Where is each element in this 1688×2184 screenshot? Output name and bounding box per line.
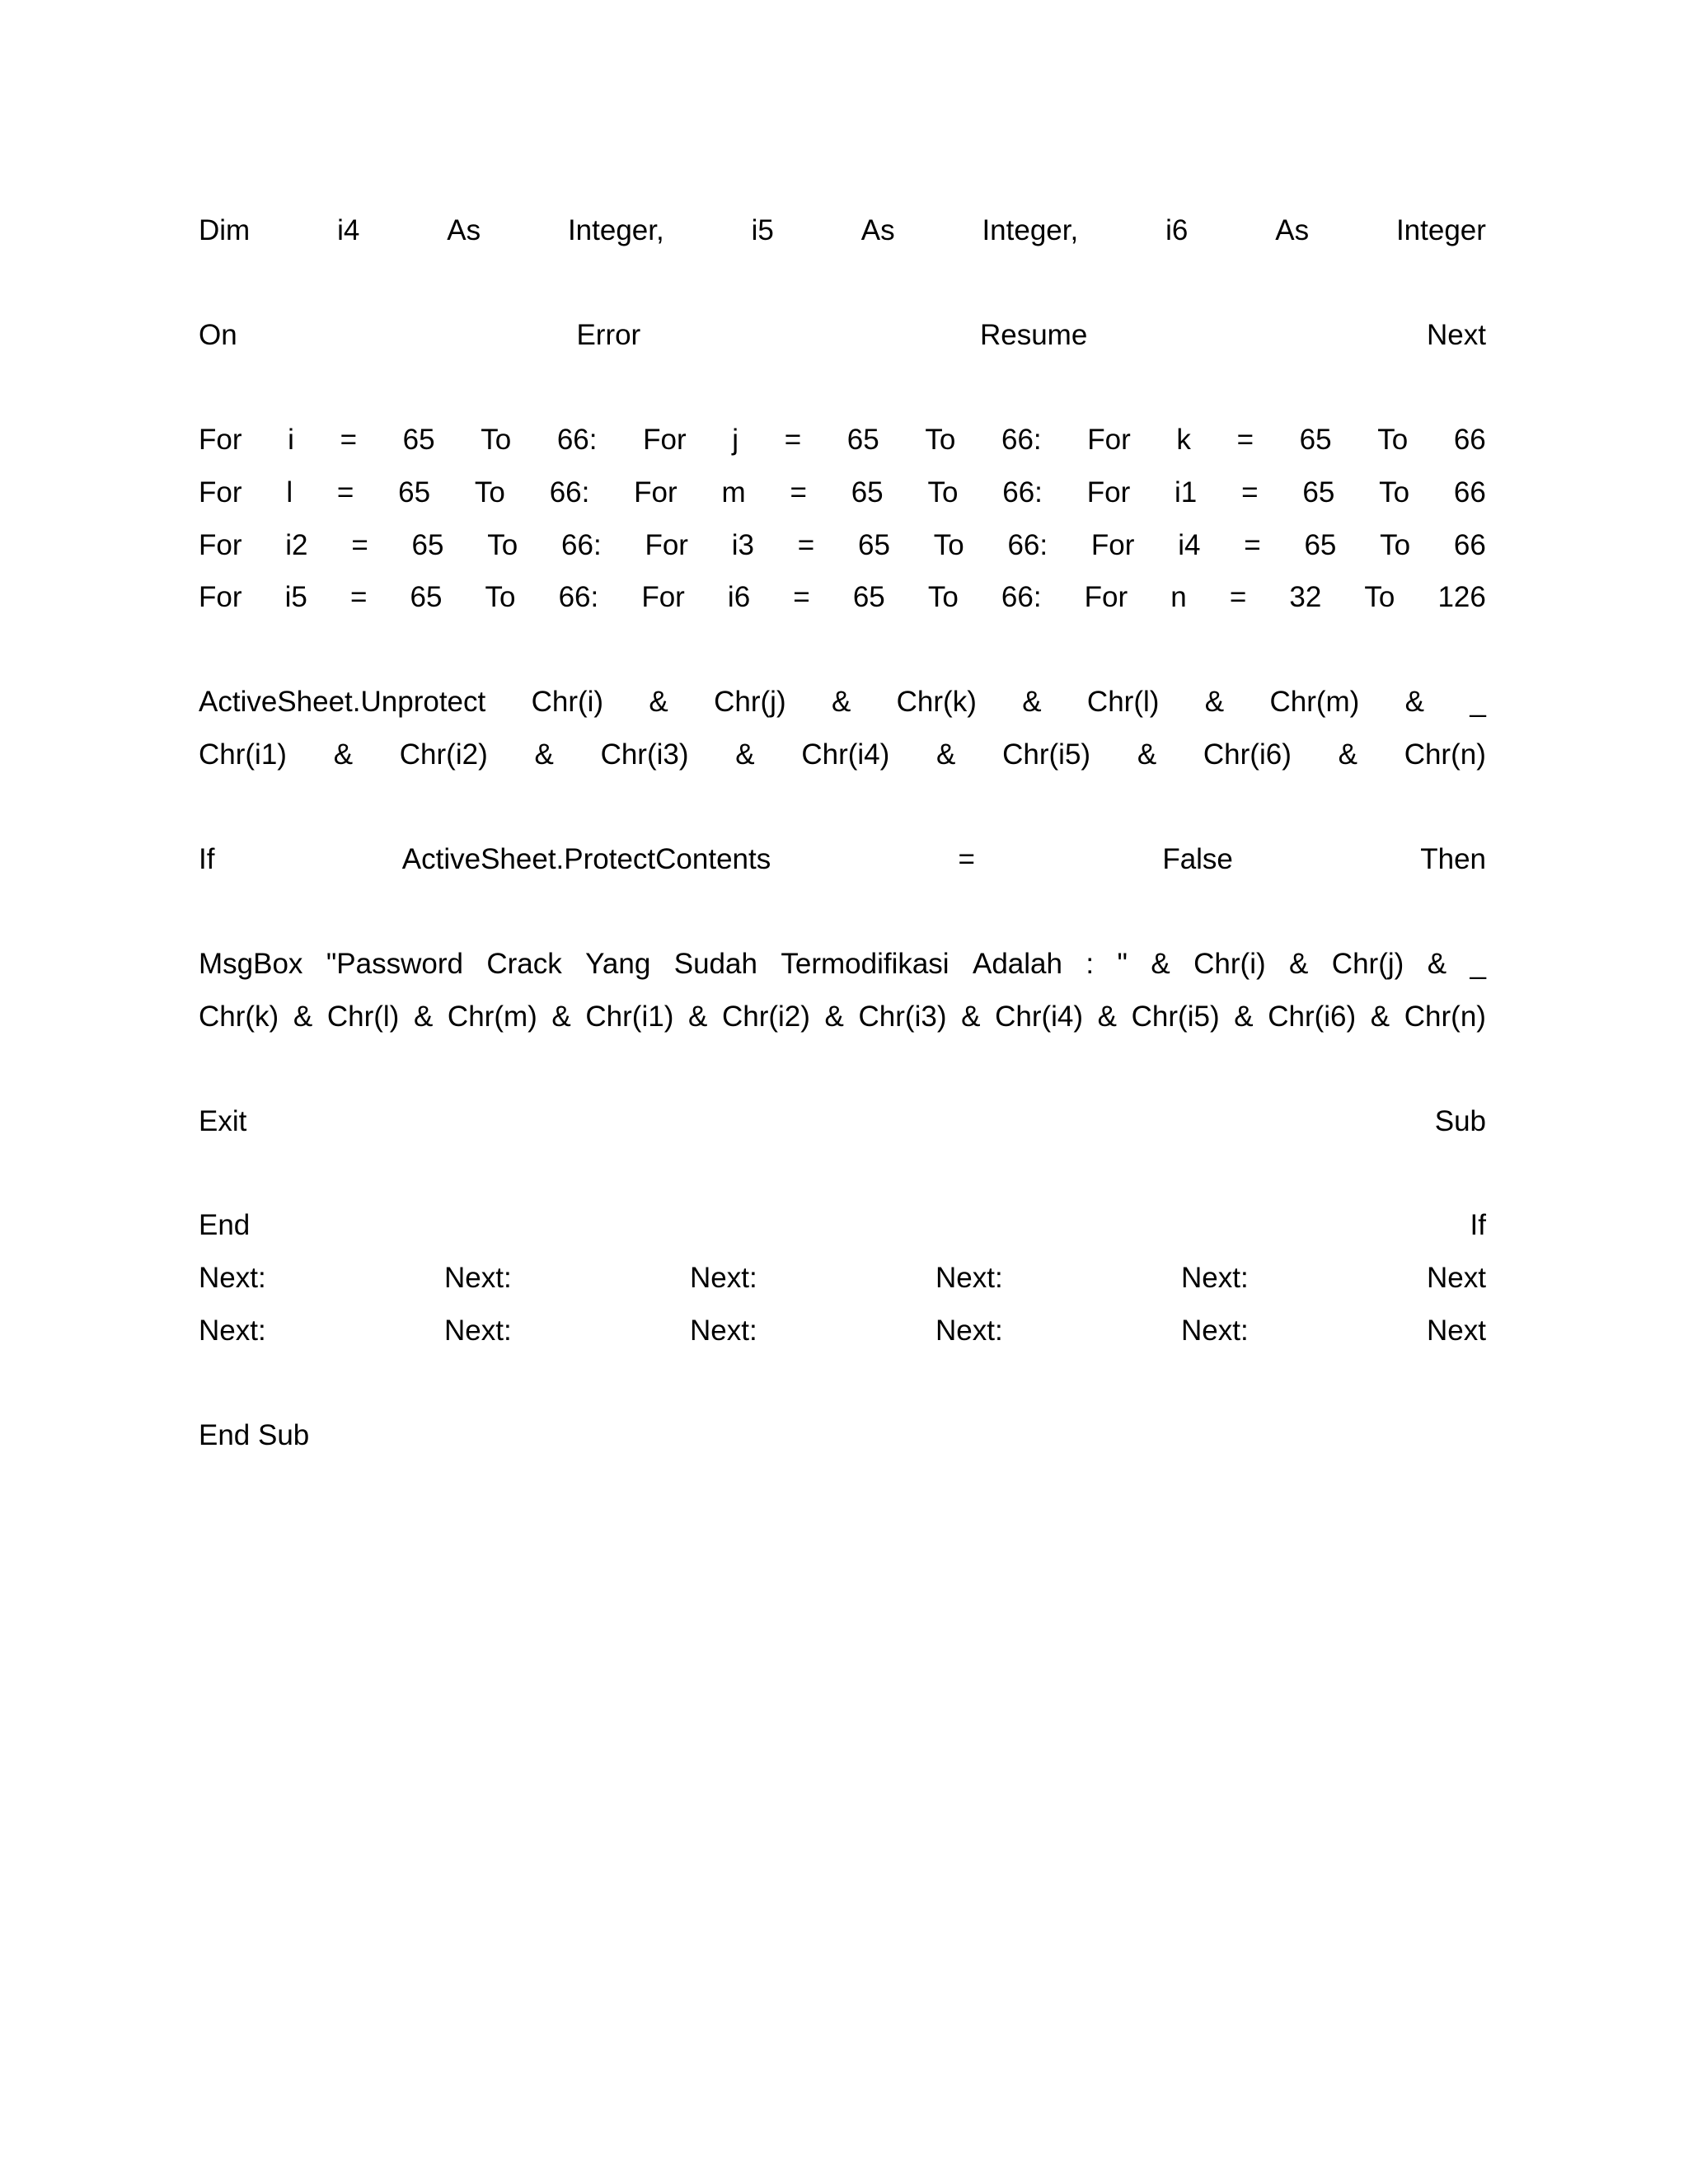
code-token: Resume <box>979 319 1088 351</box>
code-token: 66 <box>1453 424 1486 456</box>
code-token: False <box>1162 843 1233 875</box>
code-token: MsgBox <box>199 948 303 980</box>
code-token: " <box>1117 948 1128 980</box>
code-token: = <box>793 581 810 613</box>
code-token: l <box>286 476 293 509</box>
code-token: & <box>1097 1001 1118 1033</box>
code-token: & <box>824 1001 844 1033</box>
code-token: 65 <box>410 581 443 613</box>
code-token: Integer <box>1395 214 1486 246</box>
code-token: = <box>336 476 354 509</box>
code-token: Chr(l) <box>326 1001 400 1033</box>
code-token: For <box>643 424 687 456</box>
code-token: 66: <box>558 581 599 613</box>
code-token: i5 <box>751 214 774 246</box>
code-token: 66: <box>561 529 602 561</box>
code-token: As <box>860 214 895 246</box>
code-token: Chr(m) <box>1269 686 1360 718</box>
code-token: 32 <box>1289 581 1322 613</box>
code-token: & <box>735 738 755 771</box>
code-token: On <box>199 319 237 351</box>
code-token: For <box>1084 581 1128 613</box>
code-token: To <box>927 581 959 613</box>
code-token: = <box>340 424 358 456</box>
code-token: i6 <box>727 581 751 613</box>
code-token: Chr(k) <box>199 1001 279 1033</box>
code-token: Next <box>1427 1262 1486 1294</box>
code-token: Next: <box>199 1315 266 1347</box>
code-token: End Sub <box>199 1419 310 1451</box>
code-token: & <box>1370 1001 1390 1033</box>
code-token: : <box>1085 948 1095 980</box>
code-token: Next: <box>690 1262 757 1294</box>
code-token: & <box>1137 738 1157 771</box>
code-token: m <box>721 476 746 509</box>
code-line <box>199 1416 1486 1455</box>
code-token: & <box>1404 686 1425 718</box>
code-token: As <box>447 214 481 246</box>
code-token: = <box>958 843 975 875</box>
code-token: Chr(l) <box>1086 686 1160 718</box>
code-token: Exit <box>199 1105 247 1137</box>
code-line <box>199 735 1486 775</box>
code-line <box>199 1102 1486 1141</box>
code-token: 65 <box>858 529 890 561</box>
code-token: 66: <box>1001 424 1042 456</box>
code-token: 65 <box>398 476 431 509</box>
code-token: n <box>1170 581 1187 613</box>
code-token: 66: <box>549 476 590 509</box>
code-token: 65 <box>411 529 444 561</box>
code-token: To <box>927 476 959 509</box>
code-token: & <box>551 1001 571 1033</box>
code-token: For <box>199 424 242 456</box>
code-token: = <box>351 529 368 561</box>
code-line <box>199 944 1486 984</box>
code-token: Next: <box>935 1262 1003 1294</box>
code-token: To <box>1377 424 1409 456</box>
code-token: For <box>641 581 685 613</box>
code-line <box>199 997 1486 1037</box>
code-token: Next: <box>199 1262 266 1294</box>
code-token: Chr(i) <box>531 686 604 718</box>
code-token: i1 <box>1175 476 1198 509</box>
code-token: & <box>1151 948 1170 980</box>
code-token: i3 <box>731 529 754 561</box>
code-token: & <box>687 1001 708 1033</box>
code-token: Chr(j) <box>714 686 786 718</box>
code-token: For <box>1086 476 1131 509</box>
code-token: As <box>1275 214 1310 246</box>
code-token: Next: <box>1181 1315 1249 1347</box>
code-token: Chr(i4) <box>995 1001 1084 1033</box>
code-token: & <box>1289 948 1309 980</box>
code-token: Chr(i1) <box>585 1001 674 1033</box>
code-token: & <box>961 1001 981 1033</box>
code-token: Chr(i2) <box>399 738 488 771</box>
code-token: i <box>288 424 294 456</box>
code-token: = <box>797 529 815 561</box>
code-token: End <box>199 1209 251 1241</box>
code-token: 66 <box>1453 476 1486 509</box>
code-token: & <box>649 686 668 718</box>
code-line <box>199 1206 1486 1245</box>
code-token: To <box>487 529 518 561</box>
code-token: & <box>534 738 554 771</box>
code-token: Next: <box>935 1315 1003 1347</box>
code-token: To <box>485 581 516 613</box>
code-token: For <box>199 476 242 509</box>
code-token: = <box>1244 529 1261 561</box>
code-token: 65 <box>1302 476 1335 509</box>
code-line <box>199 1311 1486 1351</box>
code-token: _ <box>1470 948 1486 980</box>
code-token: Error <box>576 319 641 351</box>
code-line <box>199 420 1486 460</box>
code-token: 65 <box>852 581 885 613</box>
code-token: & <box>1204 686 1225 718</box>
code-token: 65 <box>402 424 435 456</box>
code-token: = <box>1236 424 1254 456</box>
code-token: i2 <box>285 529 308 561</box>
code-token: 66: <box>1002 476 1043 509</box>
code-line <box>199 473 1486 513</box>
code-token: Next <box>1427 1315 1486 1347</box>
code-token: Chr(i3) <box>858 1001 947 1033</box>
code-line <box>199 526 1486 565</box>
code-line <box>199 840 1486 879</box>
code-token: i4 <box>337 214 360 246</box>
code-token: Termodifikasi <box>781 948 950 980</box>
code-token: 66: <box>1007 529 1048 561</box>
code-token: & <box>831 686 851 718</box>
code-token: & <box>293 1001 313 1033</box>
code-token: Chr(j) <box>1331 948 1404 980</box>
code-token: To <box>474 476 505 509</box>
code-token: Chr(i2) <box>721 1001 810 1033</box>
code-token: Chr(i6) <box>1268 1001 1357 1033</box>
code-token: i4 <box>1178 529 1201 561</box>
code-token: Sub <box>1434 1105 1486 1137</box>
code-token: To <box>1379 476 1410 509</box>
code-token: Integer, <box>982 214 1079 246</box>
code-token: & <box>1234 1001 1254 1033</box>
code-line <box>199 578 1486 617</box>
code-token: Yang <box>585 948 651 980</box>
code-token: Dim <box>199 214 251 246</box>
code-token: = <box>349 581 368 613</box>
code-token: Chr(i1) <box>199 738 287 771</box>
code-token: For <box>645 529 688 561</box>
code-token: Integer, <box>567 214 664 246</box>
code-token: 65 <box>1299 424 1332 456</box>
code-token: Chr(k) <box>896 686 977 718</box>
code-token: "Password <box>326 948 463 980</box>
code-token: ActiveSheet.Unprotect <box>199 686 486 718</box>
code-token: = <box>1241 476 1259 509</box>
code-token: Crack <box>486 948 562 980</box>
code-token: Next: <box>690 1315 757 1347</box>
code-token: 66 <box>1453 529 1486 561</box>
code-line <box>199 682 1486 722</box>
code-token: To <box>933 529 964 561</box>
code-token: & <box>1427 948 1447 980</box>
code-token: Next <box>1427 319 1486 351</box>
code-token: & <box>413 1001 434 1033</box>
code-token: & <box>1338 738 1357 771</box>
code-token: i6 <box>1165 214 1189 246</box>
code-token: = <box>784 424 802 456</box>
code-token: 65 <box>851 476 884 509</box>
code-line <box>199 1258 1486 1298</box>
code-token: & <box>936 738 956 771</box>
code-line <box>199 211 1486 251</box>
code-token: To <box>1364 581 1395 613</box>
code-token: _ <box>1470 686 1486 718</box>
code-line <box>199 316 1486 355</box>
code-token: & <box>333 738 354 771</box>
code-token: Chr(i6) <box>1203 738 1292 771</box>
code-token: Chr(i3) <box>600 738 689 771</box>
code-token: For <box>1090 529 1135 561</box>
code-token: Chr(i5) <box>1002 738 1091 771</box>
code-token: To <box>481 424 512 456</box>
code-token: k <box>1176 424 1191 456</box>
code-token: If <box>1470 1209 1486 1241</box>
code-token: 66: <box>1001 581 1042 613</box>
code-token: For <box>1087 424 1131 456</box>
code-token: 126 <box>1437 581 1486 613</box>
code-token: = <box>1229 581 1247 613</box>
code-token: Chr(n) <box>1404 1001 1486 1033</box>
code-token: ActiveSheet.ProtectContents <box>401 843 771 875</box>
code-token: For <box>199 581 242 613</box>
code-token: Next: <box>1181 1262 1249 1294</box>
code-token: Chr(n) <box>1404 738 1486 771</box>
code-token: 65 <box>1304 529 1337 561</box>
code-token: = <box>790 476 807 509</box>
code-token: If <box>199 843 215 875</box>
code-token: Adalah <box>973 948 1062 980</box>
code-token: To <box>925 424 956 456</box>
code-token: Chr(i) <box>1193 948 1266 980</box>
code-token: Next: <box>444 1262 512 1294</box>
code-token: Chr(i5) <box>1131 1001 1220 1033</box>
code-token: For <box>199 529 242 561</box>
code-token: Then <box>1420 843 1486 875</box>
code-token: Chr(i4) <box>801 738 890 771</box>
code-token: Chr(m) <box>447 1001 537 1033</box>
code-token: & <box>1022 686 1042 718</box>
code-token: 66: <box>556 424 598 456</box>
code-token: For <box>634 476 678 509</box>
code-token: Next: <box>444 1315 512 1347</box>
code-token: i5 <box>284 581 307 613</box>
code-token: Sudah <box>673 948 757 980</box>
code-token: 65 <box>846 424 879 456</box>
code-token: j <box>732 424 739 456</box>
code-token: To <box>1380 529 1411 561</box>
